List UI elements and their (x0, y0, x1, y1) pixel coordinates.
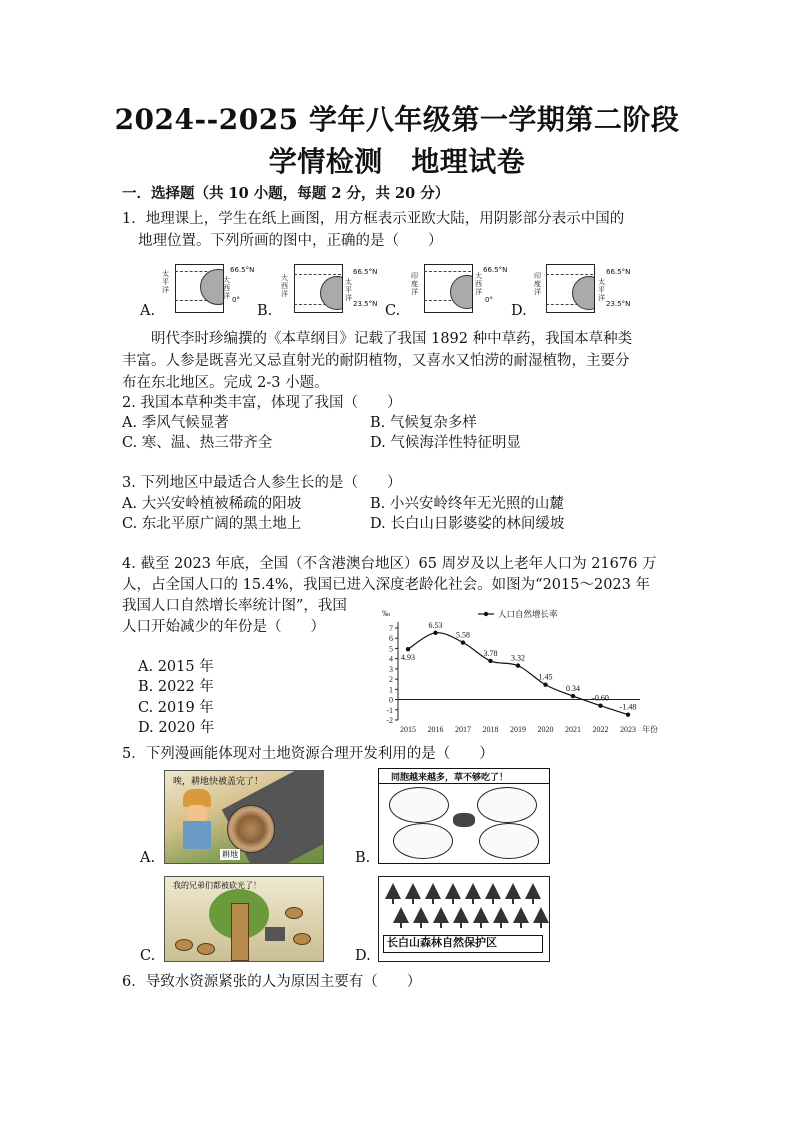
tree-trunk (492, 899, 494, 904)
cartoon-d (378, 876, 550, 962)
q1-option-b-label[interactable]: B. (257, 303, 273, 319)
cartoon-a-caption: 唉，耕地快被盖完了！ (173, 777, 264, 787)
tree-trunk (420, 923, 422, 928)
tree-icon (465, 883, 481, 899)
q4-option-c[interactable]: C. 2019 年 (138, 700, 214, 716)
q1-stem-line1: 1．地理课上，学生在纸上画图，用方框表示亚欧大陆，用阴影部分表示中国的 (122, 211, 625, 227)
q1-d-lat-label: 66.5°N (606, 268, 631, 276)
q1-c-lat-label: 66.5°N (483, 266, 508, 274)
tree-icon (505, 883, 521, 899)
y-tick-label: 6 (389, 634, 393, 644)
tree-icon (445, 883, 461, 899)
tree-trunk (392, 899, 394, 904)
tree-icon (433, 907, 449, 923)
y-tick-label: -2 (386, 716, 393, 725)
y-axis-unit: ‰ (382, 609, 390, 618)
section-heading: 一．选择题（共 10 小题，每题 2 分，共 20 分） (122, 185, 450, 202)
tree-trunk (532, 899, 534, 904)
q4-stem-line4: 人口开始减少的年份是（ ） (122, 619, 325, 635)
q1-map-b (278, 262, 378, 314)
tree-trunk (432, 899, 434, 904)
q1-b-lat-label: 66.5°N (353, 268, 378, 276)
y-tick-label: -1 (386, 705, 393, 715)
data-point (461, 640, 465, 644)
y-tick-label: 4 (389, 654, 393, 664)
q1-d-left-ocean: 印度洋 (534, 272, 541, 296)
data-point (598, 703, 602, 707)
tree-trunk (440, 923, 442, 928)
q2-stem: 2. 我国本草种类丰富，体现了我国（ ） (122, 395, 402, 411)
q1-c-left-ocean: 印度洋 (411, 272, 418, 296)
tree-trunk (512, 899, 514, 904)
tree-icon (453, 907, 469, 923)
q1-option-d-label[interactable]: D. (511, 303, 527, 319)
cartoon-b (378, 768, 550, 864)
q5-option-c-label[interactable]: C. (140, 948, 156, 964)
x-tick-label: 2023 (620, 725, 636, 734)
tree-trunk (520, 923, 522, 928)
q6-stem: 6．导致水资源紧张的人为原因主要有（ ） (122, 974, 422, 990)
cartoon-c (164, 876, 324, 962)
y-tick-label: 1 (389, 685, 393, 695)
legend-marker (484, 612, 488, 616)
data-label: 0.34 (566, 684, 580, 694)
q4-stem-line3: 我国人口自然增长率统计图”，我国 (122, 598, 347, 614)
q2-option-c[interactable]: C. 寒、温、热三带齐全 (122, 435, 273, 451)
q1-c-right-ocean: 大西洋 (475, 272, 482, 296)
data-point (516, 663, 520, 667)
population-growth-chart (378, 602, 678, 738)
q3-option-a[interactable]: A. 大兴安岭植被稀疏的阳坡 (122, 496, 302, 512)
legend-label: 人口自然增长率 (498, 609, 558, 619)
tree-trunk (500, 923, 502, 928)
q1-option-c-label[interactable]: C. (385, 303, 401, 319)
exam-title-line1: 2024--2025 学年八年级第一学期第二阶段 (114, 103, 680, 136)
x-tick-label: 2021 (565, 725, 581, 734)
tree-trunk (460, 923, 462, 928)
x-tick-label: 2015 (400, 725, 416, 734)
cartoon-c-caption: 我的兄弟们都被砍光了！ (173, 881, 261, 890)
x-tick-label: 2016 (427, 725, 444, 734)
q5-stem: 5．下列漫画能体现对土地资源合理开发利用的是（ ） (122, 746, 494, 762)
q1-map-c (406, 262, 506, 314)
exam-title-line2: 学情检测 地理试卷 (268, 145, 526, 178)
y-tick-label: 2 (389, 675, 393, 685)
q1-a-equator-label: 0° (232, 296, 240, 304)
q1-d-right-ocean: 太平洋 (598, 278, 605, 302)
tree-icon (513, 907, 529, 923)
q2-option-b[interactable]: B. 气候复杂多样 (370, 415, 477, 431)
q1-b-right-ocean: 太平洋 (345, 278, 352, 302)
data-point (571, 694, 575, 698)
data-point (543, 683, 547, 687)
intro-line3: 布在东北地区。完成 2-3 小题。 (122, 375, 329, 391)
data-label: 4.93 (401, 653, 415, 663)
x-tick-label: 2017 (455, 725, 471, 734)
cartoon-a (164, 770, 324, 864)
q1-map-d (530, 262, 640, 314)
intro-line2: 丰富。人参是既喜光又忌直射光的耐阴植物，又喜水又怕涝的耐湿植物，主要分 (122, 353, 630, 369)
q1-d-lat2-label: 23.5°N (606, 300, 631, 308)
q4-option-d[interactable]: D. 2020 年 (138, 720, 215, 736)
q5-option-a-label[interactable]: A. (140, 850, 156, 866)
data-point (626, 712, 630, 716)
q3-option-b[interactable]: B. 小兴安岭终年无光照的山麓 (370, 496, 564, 512)
tree-icon (385, 883, 401, 899)
q4-option-a[interactable]: A. 2015 年 (138, 659, 214, 675)
q1-stem-line2: 地理位置。下列所画的图中，正确的是（ ） (138, 233, 443, 249)
q1-b-left-ocean: 大西洋 (281, 274, 288, 298)
data-label: 1.45 (538, 672, 553, 682)
x-tick-label: 2020 (537, 725, 554, 734)
tree-icon (393, 907, 409, 923)
data-point (488, 659, 492, 663)
tree-icon (485, 883, 501, 899)
x-tick-label: 2019 (510, 725, 526, 734)
q2-option-a[interactable]: A. 季风气候显著 (122, 415, 229, 431)
tree-icon (493, 907, 509, 923)
q3-option-c[interactable]: C. 东北平原广阔的黑土地上 (122, 516, 302, 532)
data-label: 3.32 (511, 653, 525, 663)
tree-trunk (472, 899, 474, 904)
tree-icon (405, 883, 421, 899)
q5-option-d-label[interactable]: D. (355, 948, 371, 964)
tree-icon (533, 907, 549, 923)
y-tick-label: 3 (389, 664, 393, 674)
tree-icon (413, 907, 429, 923)
q2-option-d[interactable]: D. 气候海洋性特征明显 (370, 435, 521, 451)
y-tick-label: 0 (389, 695, 393, 705)
cartoon-a-label: 耕地 (222, 850, 238, 859)
q4-option-b[interactable]: B. 2022 年 (138, 679, 214, 695)
y-tick-label: 5 (389, 644, 393, 654)
data-label: -1.48 (619, 702, 637, 712)
intro-line1: 明代李时珍编撰的《本草纲目》记载了我国 1892 种中草药，我国本草种类 (122, 331, 633, 347)
data-label: 3.78 (483, 648, 498, 658)
data-point (406, 647, 410, 651)
x-tick-label: 2018 (482, 725, 499, 734)
tree-icon (525, 883, 541, 899)
q3-option-d[interactable]: D. 长白山日影婆娑的林间缓坡 (370, 516, 565, 532)
q1-a-lat-label: 66.5°N (230, 266, 255, 274)
q1-map-a (160, 262, 255, 314)
data-point (433, 631, 437, 635)
data-label: -0.60 (592, 693, 609, 703)
q1-option-a-label[interactable]: A. (140, 303, 156, 319)
tree-trunk (540, 923, 542, 928)
y-tick-label: 7 (389, 624, 393, 633)
q3-stem: 3. 下列地区中最适合人参生长的是（ ） (122, 475, 402, 491)
tree-trunk (412, 899, 414, 904)
q4-stem-line2: 人，占全国人口的 15.4%，我国已进入深度老龄化社会。如图为“2015～2023 年 (122, 577, 650, 593)
q1-b-lat2-label: 23.5°N (353, 300, 378, 308)
q1-a-right-ocean: 大西洋 (223, 276, 230, 300)
tree-trunk (400, 923, 402, 928)
q1-c-equator-label: 0° (485, 296, 493, 304)
x-tick-label: 2022 (592, 725, 609, 734)
tree-trunk (452, 899, 454, 904)
x-axis-label: 年份 (642, 725, 658, 734)
cartoon-d-caption: 长白山森林自然保护区 (387, 936, 497, 949)
data-label: 5.58 (456, 630, 470, 640)
q4-stem-line1: 4. 截至 2023 年底，全国（不含港澳台地区）65 周岁及以上老年人口为 21676 万 (122, 556, 657, 572)
tree-icon (425, 883, 441, 899)
data-label: 6.53 (428, 620, 443, 630)
q5-option-b-label[interactable]: B. (355, 850, 371, 866)
q1-a-left-ocean: 太平洋 (162, 270, 169, 294)
tree-trunk (480, 923, 482, 928)
cartoon-b-caption: 同胞越来越多，草不够吃了！ (391, 773, 509, 783)
tree-icon (473, 907, 489, 923)
